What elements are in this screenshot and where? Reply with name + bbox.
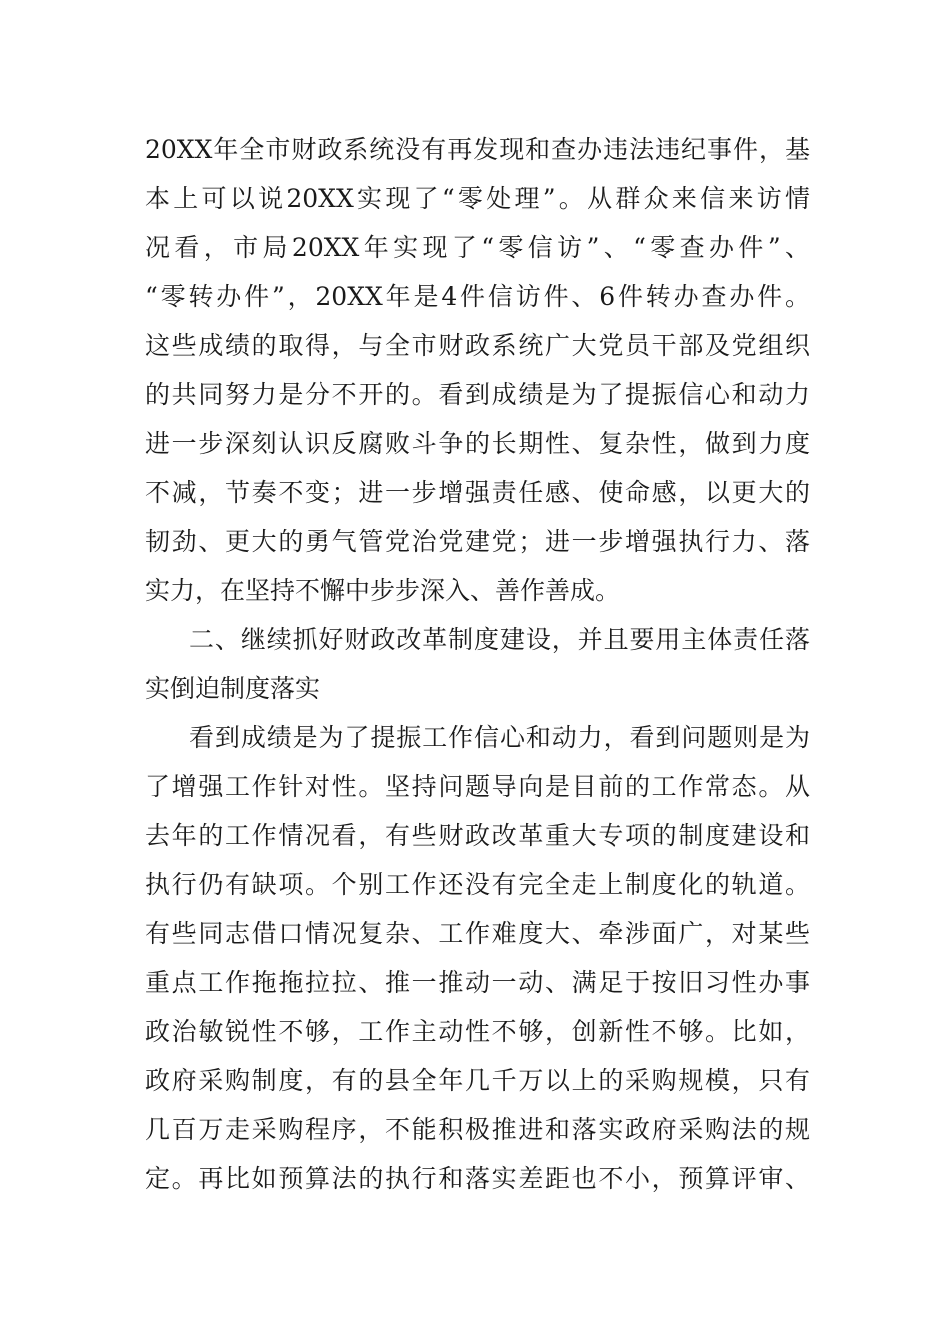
text-line: 本上可以说20XX实现了“零处理”。从群众来信来访情 — [145, 184, 810, 213]
text-line: 实力，在坚持不懈中步步深入、善作善成。 — [145, 576, 621, 605]
text-line: 20XX年全市财政系统没有再发现和查办违法违纪事件，基 — [145, 135, 810, 164]
text-line: 政府采购制度，有的县全年几千万以上的采购规模，只有 — [145, 1066, 810, 1095]
text-line: 进一步深刻认识反腐败斗争的长期性、复杂性，做到力度 — [145, 429, 810, 458]
text-line: 重点工作拖拖拉拉、推一推动一动、满足于按旧习性办事 — [145, 968, 810, 997]
text-line: 况看，市局20XX年实现了“零信访”、“零查办件”、 — [145, 233, 810, 262]
text-line: 几百万走采购程序，不能积极推进和落实政府采购法的规 — [145, 1115, 810, 1144]
text-line: 有些同志借口情况复杂、工作难度大、牵涉面广，对某些 — [145, 919, 810, 948]
text-line: “零转办件”，20XX年是4件信访件、6件转办查办件。 — [145, 282, 810, 311]
section-heading-line: 二、继续抓好财政改革制度建设，并且要用主体责任落 — [189, 625, 810, 654]
section-heading-line: 实倒迫制度落实 — [145, 674, 321, 703]
text-line: 这些成绩的取得，与全市财政系统广大党员干部及党组织 — [145, 331, 810, 360]
body-text — [145, 125, 810, 1203]
text-line: 定。再比如预算法的执行和落实差距也不小，预算评审、 — [145, 1164, 810, 1193]
text-line: 了增强工作针对性。坚持问题导向是目前的工作常态。从 — [145, 772, 810, 801]
text-line: 的共同努力是分不开的。看到成绩是为了提振信心和动力 — [145, 380, 810, 409]
text-line: 看到成绩是为了提振工作信心和动力，看到问题则是为 — [189, 723, 810, 752]
text-line: 去年的工作情况看，有些财政改革重大专项的制度建设和 — [145, 821, 810, 850]
text-line: 韧劲、更大的勇气管党治党建党；进一步增强执行力、落 — [145, 527, 810, 556]
text-line: 执行仍有缺项。个别工作还没有完全走上制度化的轨道。 — [145, 870, 810, 899]
text-line: 政治敏锐性不够，工作主动性不够，创新性不够。比如， — [145, 1017, 810, 1046]
text-line: 不减，节奏不变；进一步增强责任感、使命感，以更大的 — [145, 478, 810, 507]
